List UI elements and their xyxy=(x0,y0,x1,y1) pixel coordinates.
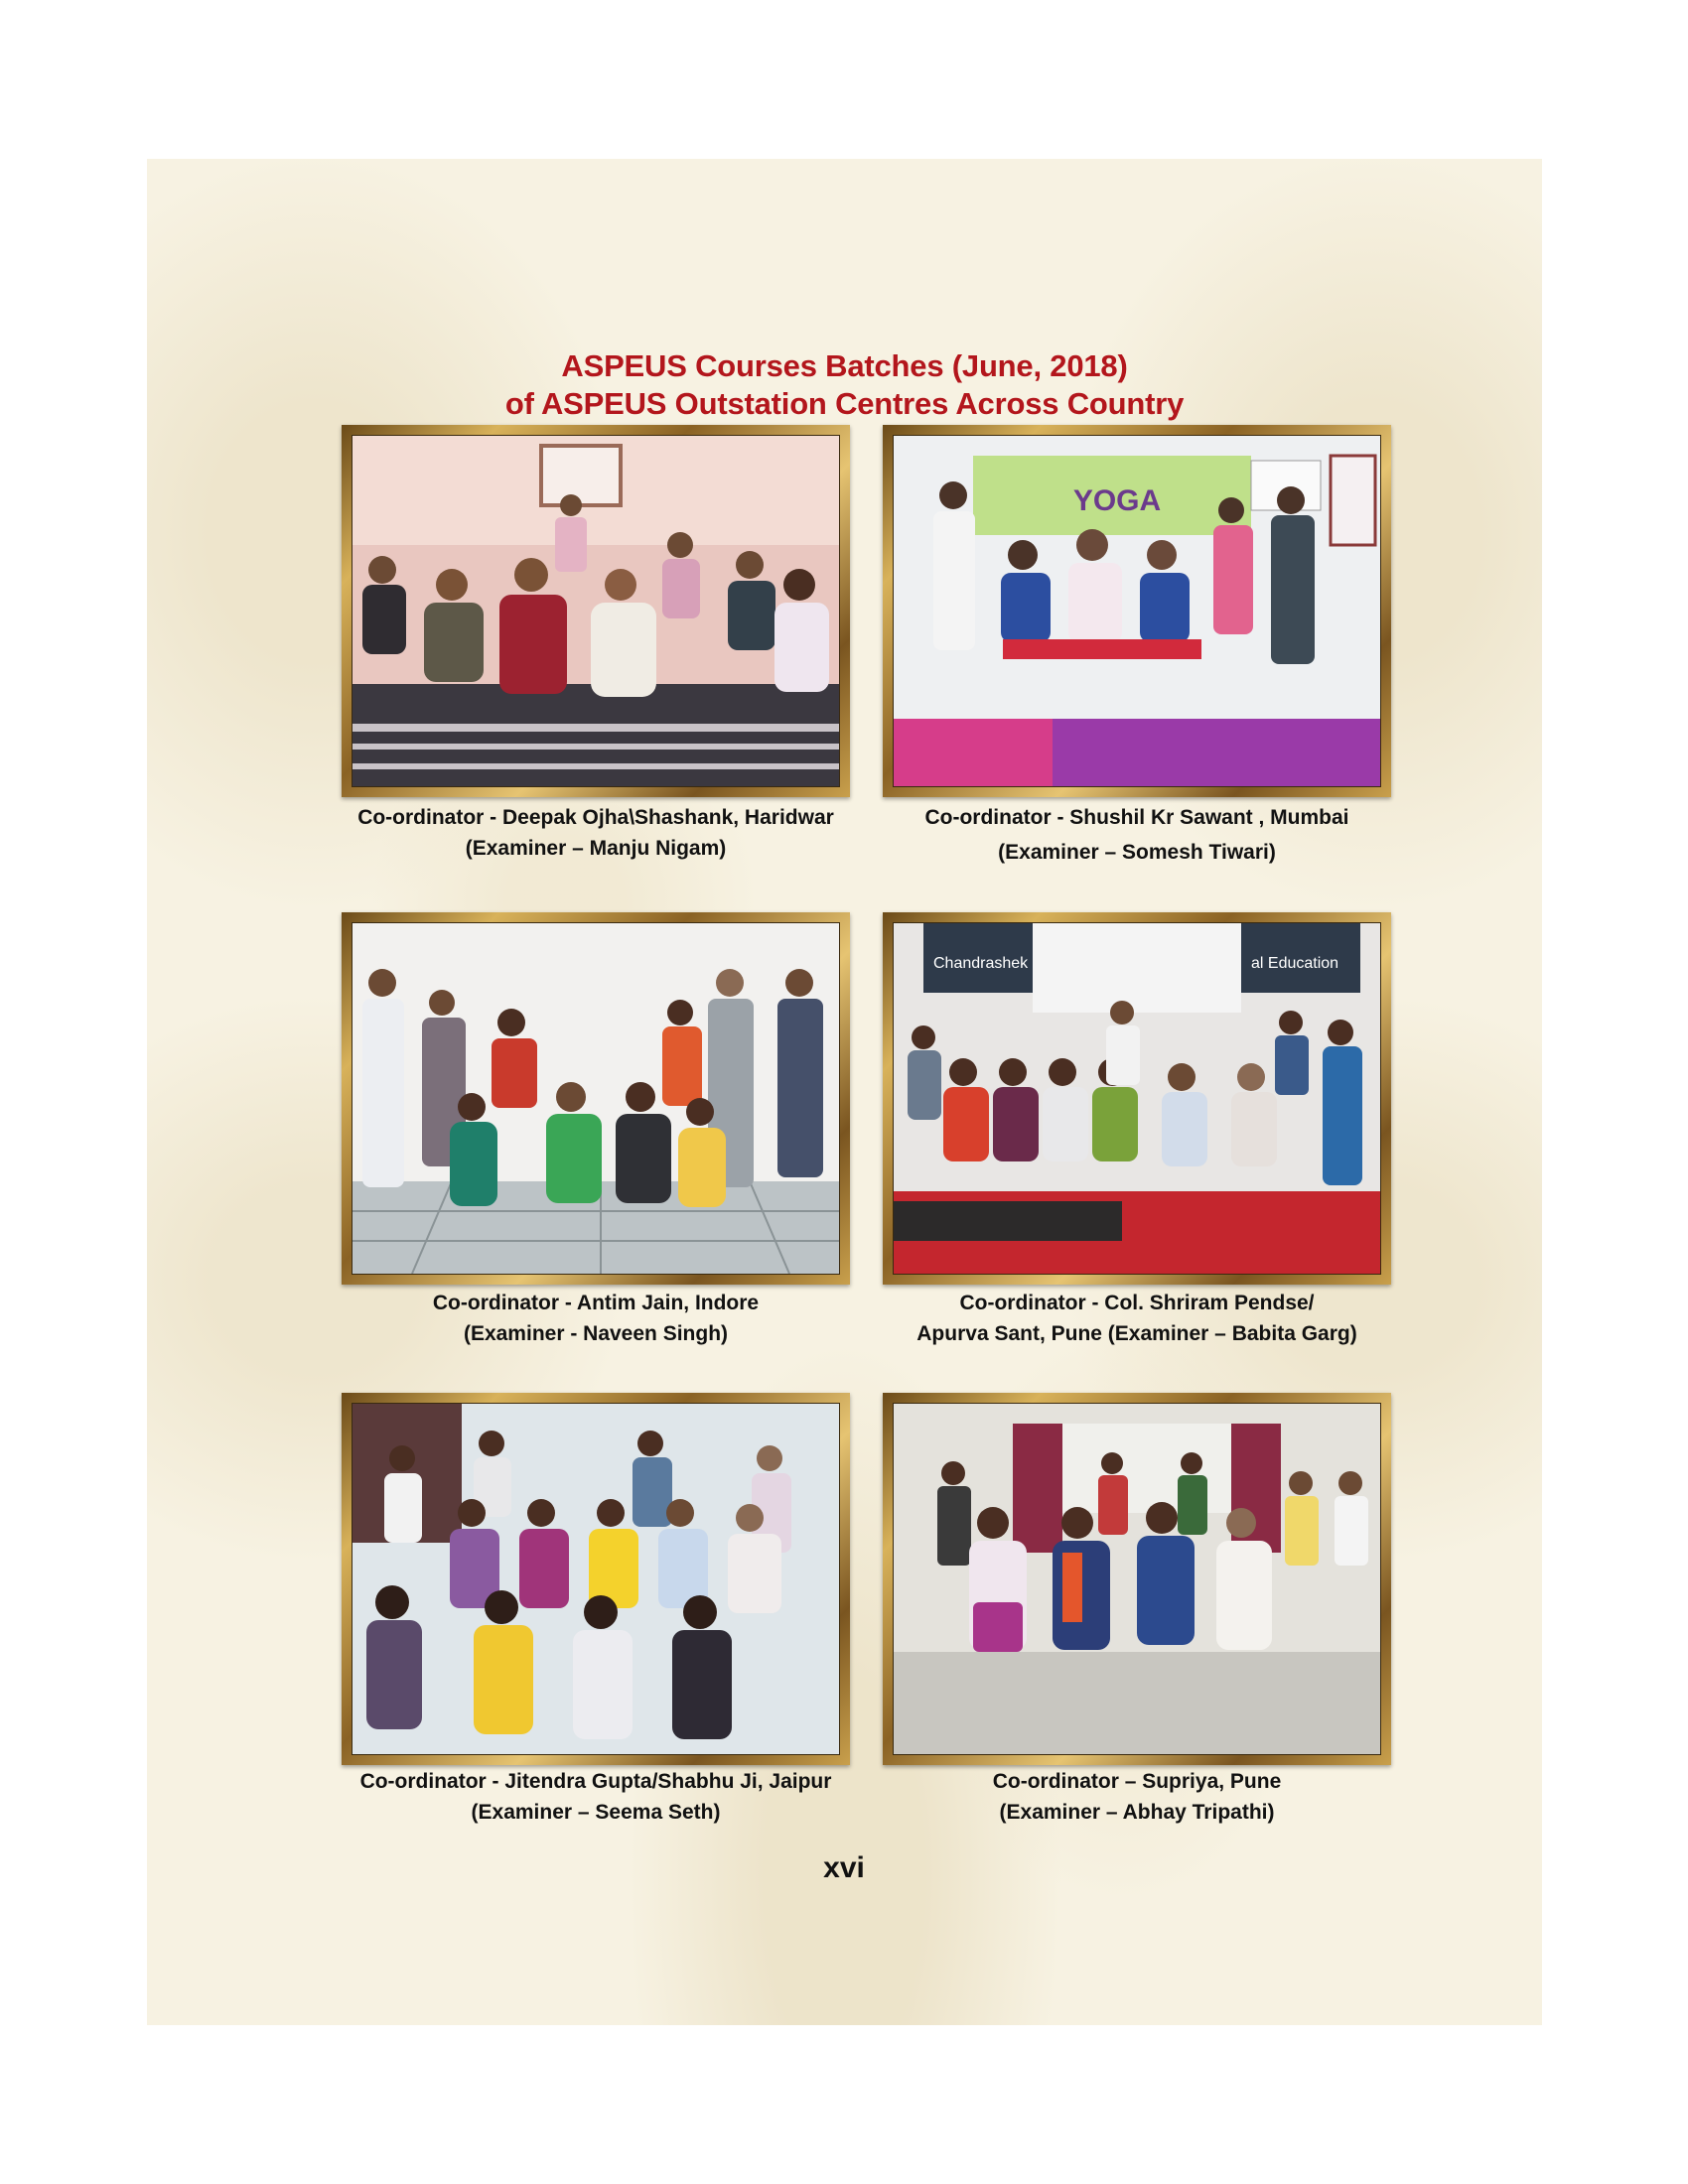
group-photo-jaipur xyxy=(352,1403,840,1755)
photo-frame-mumbai xyxy=(883,425,1391,797)
group-photo-pune-supriya xyxy=(893,1403,1381,1755)
group-photo-pune-pendse xyxy=(893,922,1381,1275)
group-photo-indore xyxy=(352,922,840,1275)
examiner-text: (Examiner – Seema Seth) xyxy=(471,1801,721,1824)
coordinator-text: Co-ordinator – Supriya, Pune xyxy=(992,1770,1282,1793)
coordinator-text: Co-ordinator - Deepak Ojha\Shashank, Haridwar xyxy=(357,806,834,829)
photo-frame-jaipur xyxy=(342,1393,850,1765)
coordinator-text: Co-ordinator - Jitendra Gupta/Shabhu Ji, Jaipur xyxy=(359,1770,832,1793)
group-photo-haridwar xyxy=(352,435,840,787)
banner-text-yoga: YOGA xyxy=(1072,484,1162,517)
caption-jaipur xyxy=(318,1766,874,1828)
group-photo-mumbai xyxy=(893,435,1381,787)
examiner-text: (Examiner – Abhay Tripathi) xyxy=(999,1801,1275,1824)
examiner-text: (Examiner – Somesh Tiwari) xyxy=(998,841,1276,864)
coordinator-text: Co-ordinator - Col. Shriram Pendse/ xyxy=(959,1292,1315,1314)
photo-frame-indore xyxy=(342,912,850,1285)
caption-haridwar xyxy=(318,802,874,864)
photo-frame-pune-supriya xyxy=(883,1393,1391,1765)
examiner-text: (Examiner – Manju Nigam) xyxy=(465,837,727,860)
coordinator-text: Co-ordinator - Antim Jain, Indore xyxy=(432,1292,760,1314)
banner-text-right: al Education xyxy=(1251,955,1339,972)
photo-frame-pune-pendse xyxy=(883,912,1391,1285)
coordinator-text: Co-ordinator - Shushil Kr Sawant , Mumbai xyxy=(924,806,1349,829)
caption-pune-pendse xyxy=(859,1288,1415,1349)
page-number: xvi xyxy=(823,1851,865,1884)
photo-frame-haridwar xyxy=(342,425,850,797)
banner-text-left: Chandrashek xyxy=(933,955,1029,972)
caption-pune-supriya xyxy=(859,1766,1415,1828)
caption-mumbai xyxy=(859,802,1415,868)
examiner-text: Apurva Sant, Pune (Examiner – Babita Garg) xyxy=(916,1322,1357,1345)
caption-indore xyxy=(318,1288,874,1349)
page-title-line-2: of ASPEUS Outstation Centres Across Country xyxy=(504,386,1185,421)
examiner-text: (Examiner - Naveen Singh) xyxy=(463,1322,729,1345)
page-title-line-1: ASPEUS Courses Batches (June, 2018) xyxy=(561,348,1128,383)
